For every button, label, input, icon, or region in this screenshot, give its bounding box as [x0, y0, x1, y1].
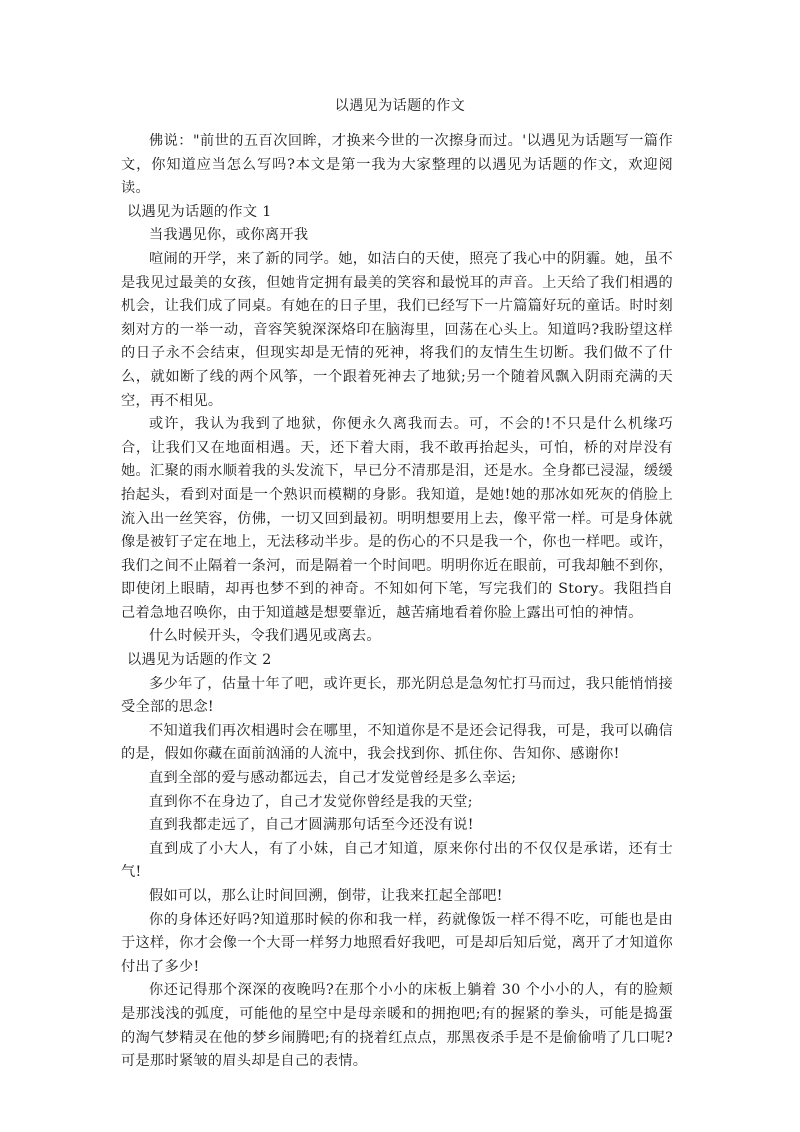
section-heading: 以遇见为话题的作文 2: [127, 652, 272, 669]
document-title: 以遇见为话题的作文: [334, 98, 466, 114]
paragraph: 佛说："前世的五百次回眸，才换来今世的一次擦身而过。'以遇见为话题写一篇作文，你知道应当怎么写吗?本文是第一我为大家整理的以遇见为话题的作文，欢迎阅读。: [121, 133, 673, 197]
section-subheading: 什么时候开头，令我们遇见或离去。: [149, 628, 381, 645]
paragraph: 或许，我认为我到了地狱，你便永久离我而去。可，不会的!不只是什么机缘巧合，让我们又在地面相遇。天，还下着大雨，我不敢再抬起头，可怕，桥的对岸没有她。汇聚的雨水顺着我的头发流下，早已分不清那是泪，还是水。全身都已浸湿，缓缓抬起头，看到对面是一个熟识而模糊的身影。我知道，是她!她的那冰如死灰的俏脸上流入出一丝笑容，仿佛，一切又回到最初。明明想要用上去，像平常一样。可是身体就像是被钉子定在地上，无法移动半步。是的伤心的不只是我一个，你也一样吧。或许，我们之间不止隔着一条河，而是隔着一个时间吧。明明你近在眼前，可我却触不到你，即使闭上眼睛，却再也梦不到的神奇。不知如何下笔，写完我们的 Story。我阻挡自己着急地召唤你，由于知道越是想要靠近，越苦痛地看着你脸上露出可怕的神情。: [121, 416, 673, 621]
paragraph: 假如可以，那么让时间回溯，倒带，让我来扛起全部吧!: [149, 888, 503, 904]
paragraph: 多少年了，估量十年了吧，或许更长，那光阴总是急匆忙打马而过，我只能悄悄接受全部的思念!: [121, 675, 673, 716]
paragraph: 直到我都走远了，自己才圆满那句话至今还没有说!: [149, 817, 474, 834]
section-subheading: 当我遇见你，或你离开我: [149, 227, 309, 244]
paragraph: 直到成了小大人，有了小妹，自己才知道，原来你付出的不仅仅是承诺，还有士气!: [121, 840, 673, 881]
paragraph: 直到你不在身边了，自己才发觉你曾经是我的天堂;: [149, 793, 473, 810]
paragraph: 喧闹的开学，来了新的同学。她，如洁白的天使，照亮了我心中的阴霾。她，虽不是我见过最美的女孩，但她肯定拥有最美的笑容和最悦耳的声音。上天给了我们相遇的机会，让我们成了同桌。有她在的日子里，我们已经写下一片篇篇好玩的童话。时时刻刻对方的一举一动，音容笑貌深深烙印在脑海里，回荡在心头上。知道吗?我盼望这样的日子永不会结束，但现实却是无情的死神，将我们的友情生生切断。我们做不了什么，就如断了线的两个风筝，一个跟着死神去了地狱;另一个随着风飘入阴雨充满的天空，再不相见。: [121, 250, 673, 409]
paragraph: 不知道我们再次相遇时会在哪里，不知道你是不是还会记得我，可是，我可以确信的是，假如你藏在面前汹涌的人流中，我会找到你、抓住你、告知你、感谢你!: [121, 722, 673, 763]
paragraph: 直到全部的爱与感动都远去，自己才发觉曾经是多么幸运;: [149, 770, 517, 787]
section-heading: 以遇见为话题的作文 1: [127, 203, 272, 220]
paragraph: 你的身体还好吗?知道那时候的你和我一样，药就像饭一样不得不吃，可能也是由于这样，你才会像一个大哥一样努力地照看好我吧，可是却后知后觉，离开了才知道你付出了多少!: [121, 911, 673, 975]
document-body: [121, 130, 673, 1074]
paragraph: 你还记得那个深深的夜晚吗?在那个小小的床板上躺着 30 个小小的人，有的脸颊是那浅浅的弧度，可能他的星空中是母亲暖和的拥抱吧;有的握紧的拳头，可能是捣蛋的淘气梦精灵在他的梦乡闹腾吧;有的挠着红点点，那黑夜杀手是不是偷偷啃了几口呢?可是那时紧皱的眉头却是自己的表情。: [121, 982, 673, 1070]
